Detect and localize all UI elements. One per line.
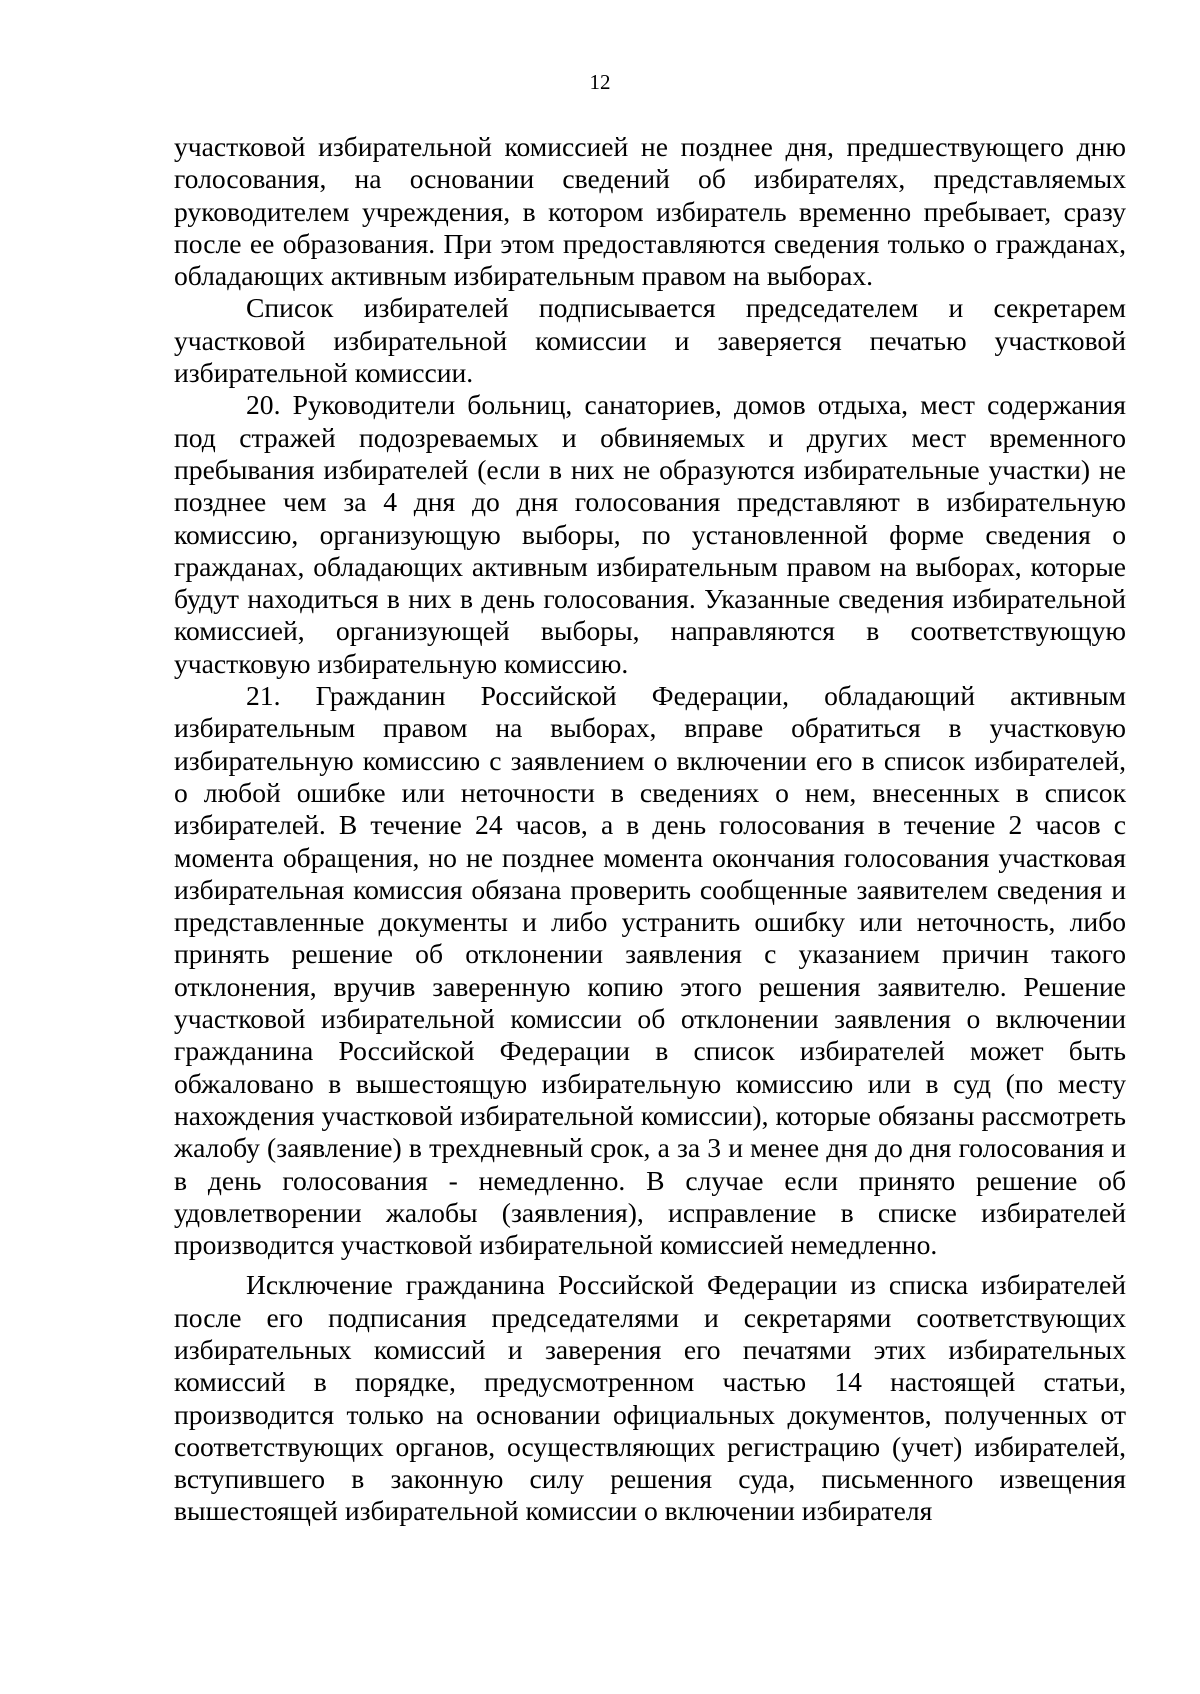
page-number: 12 [589,70,611,94]
paragraph-voter-list-signing: Список избирателей подписывается председателем и секретарем участковой избирательной комиссии и заверяется печатью участковой избирательной комиссии. [174,292,1126,389]
paragraph-item-20: 20. Руководители больниц, санаториев, домов отдыха, мест содержания под стражей подозреваемых и обвиняемых и других мест временного пребывания избирателей (если в них не образуются избирательные участки) не позднее чем за 4 дня до дня голосования представляют в избирательную комиссию, организующую выборы, по установленной форме сведения о гражданах, обладающих активным избирательным правом на выборах, которые будут находиться в них в день голосования. Указанные сведения избирательной комиссией, организующей выборы, направляются в соответствующую участковую избирательную комиссию. [174,389,1126,679]
paragraph-item-21: 21. Гражданин Российской Федерации, обладающий активным избирательным правом на выборах, вправе обратиться в участковую избирательную комиссию с заявлением о включении его в список избирателей, о любой ошибке или неточности в сведениях о нем, внесенных в список избирателей. В течение 24 часов, а в день голосования в течение 2 часов с момента обращения, но не позднее момента окончания голосования участковая избирательная комиссия обязана проверить сообщенные заявителем сведения и представленные документы и либо устранить ошибку или неточность, либо принять решение об отклонении заявления с указанием причин такого отклонения, вручив заверенную копию этого решения заявителю. Решение участковой избирательной комиссии об отклонении заявления о включении гражданина Российской Федерации в список избирателей может быть обжаловано в вышестоящую избирательную комиссию или в суд (по месту нахождения участковой избирательной комиссии), которые обязаны рассмотреть жалобу (заявление) в трехдневный срок, а за 3 и менее дня до дня голосования и в день голосования - немедленно. В случае если принято решение об удовлетворении жалобы (заявления), исправление в списке избирателей производится участковой избирательной комиссией немедленно. [174,680,1126,1261]
document-body [174,131,1126,1528]
paragraph-continuation: участковой избирательной комиссией не позднее дня, предшествующего дню голосования, на основании сведений об избирателях, представляемых руководителем учреждения, в котором избиратель временно пребывает, сразу после ее образования. При этом предоставляются сведения только о гражданах, обладающих активным избирательным правом на выборах. [174,131,1126,292]
paragraph-exclusion: Исключение гражданина Российской Федерации из списка избирателей после его подписания председателями и секретарями соответствующих избирательных комиссий и заверения его печатями этих избирательных комиссий в порядке, предусмотренном частью 14 настоящей статьи, производится только на основании официальных документов, полученных от соответствующих органов, осуществляющих регистрацию (учет) избирателей, вступившего в законную силу решения суда, письменного извещения вышестоящей избирательной комиссии о включении избирателя [174,1269,1126,1527]
